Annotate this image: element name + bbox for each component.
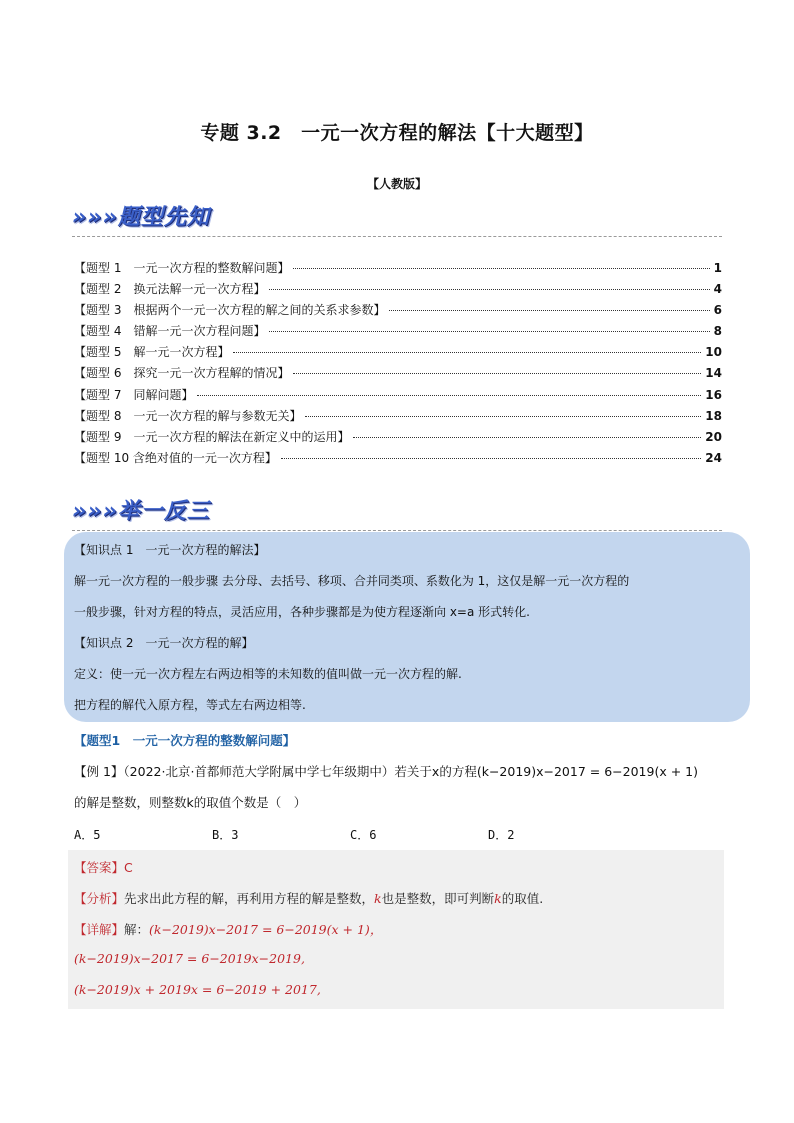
toc-entry-label: 【题型 10 含绝对值的一元一次方程】 xyxy=(74,450,277,465)
option-c[interactable]: C．6 xyxy=(350,828,377,842)
analysis-label: 【分析】 xyxy=(74,891,125,906)
toc-entry-label: 【题型 1 一元一次方程的整数解问题】 xyxy=(74,261,290,275)
analysis-line xyxy=(74,889,543,907)
toc-entry-label: 【题型 5 解一元一次方程】 xyxy=(74,345,230,360)
toc-page-number: 14 xyxy=(705,366,722,381)
analysis-text: 先求出此方程的解，再利用方程的解是整数， xyxy=(124,891,375,906)
toc-entry-label: 【题型 4 错解一元一次方程问题】 xyxy=(74,324,266,339)
toc-entry-label: 【题型 7 同解问题】 xyxy=(74,387,194,402)
answer-label: 【答案】 xyxy=(74,860,125,875)
toc-page-number: 8 xyxy=(713,324,722,339)
toc-entry[interactable] xyxy=(74,300,722,321)
table-of-contents xyxy=(74,258,722,469)
toc-leader-dots xyxy=(233,352,701,353)
knowledge-box xyxy=(64,532,750,722)
toc-leader-dots xyxy=(269,331,709,332)
toc-page-number: 16 xyxy=(705,387,722,402)
answer-value: C xyxy=(124,860,133,875)
toc-banner-text: »»»题型先知 xyxy=(72,205,210,230)
toc-leader-dots xyxy=(269,289,709,290)
solution-step-line xyxy=(74,982,321,997)
detail-line xyxy=(74,920,382,938)
detail-prefix: 解： xyxy=(124,922,150,937)
knowledge-2-text: 定义：使一元一次方程左右两边相等的未知数的值叫做一元一次方程的解. xyxy=(74,667,462,681)
solution-box xyxy=(68,850,724,1009)
toc-leader-dots xyxy=(353,437,701,438)
banner-divider xyxy=(72,236,722,237)
toc-page-number: 18 xyxy=(705,408,722,423)
toc-page-number: 6 xyxy=(713,303,722,318)
toc-entry[interactable] xyxy=(74,363,722,384)
knowledge-1-title: 【知识点 1 一元一次方程的解法】 xyxy=(74,543,266,557)
toc-entry[interactable] xyxy=(74,406,722,427)
knowledge-2-text: 把方程的解代入原方程，等式左右两边相等. xyxy=(74,698,306,712)
edition-label: 【人教版】 xyxy=(366,177,427,191)
examples-banner xyxy=(72,494,722,534)
toc-banner xyxy=(72,200,722,240)
toc-leader-dots xyxy=(197,395,701,396)
detail-label: 【详解】 xyxy=(74,922,125,937)
toc-leader-dots xyxy=(305,416,701,417)
knowledge-1-text: 解一元一次方程的一般步骤 去分母、去括号、移项、合并同类项、系数化为 1，这仅是解一元一次方程的 xyxy=(74,574,630,588)
solution-step: (k−2019)x + 2019x = 6−2019 + 2017, xyxy=(74,982,321,997)
toc-page-number: 10 xyxy=(705,345,722,360)
answer-line xyxy=(74,858,133,876)
toc-entry[interactable] xyxy=(74,258,722,279)
toc-leader-dots xyxy=(281,458,701,459)
toc-page-number: 1 xyxy=(713,261,722,275)
toc-entry-label: 【题型 2 换元法解一元一次方程】 xyxy=(74,282,266,297)
option-a[interactable]: A．5 xyxy=(74,828,101,842)
toc-entry[interactable] xyxy=(74,448,722,469)
analysis-text: 的取值. xyxy=(501,891,544,906)
toc-entry[interactable] xyxy=(74,385,722,406)
option-d[interactable]: D．2 xyxy=(488,828,515,842)
knowledge-2-title: 【知识点 2 一元一次方程的解】 xyxy=(74,636,254,650)
analysis-text: 也是整数，即可判断 xyxy=(381,891,495,906)
example-question-line: 的解是整数，则整数k的取值个数是（ ） xyxy=(74,795,307,810)
toc-entry[interactable] xyxy=(74,279,722,300)
banner-divider xyxy=(72,530,722,531)
example-question-line: 【例 1】（2022·北京·首都师范大学附属中学七年级期中）若关于x的方程(k−2019)x−2017 = 6−2019(x + 1) xyxy=(74,764,698,779)
toc-page-number: 24 xyxy=(705,450,722,465)
analysis-variable: k xyxy=(374,891,382,906)
toc-leader-dots xyxy=(293,268,709,269)
toc-leader-dots xyxy=(293,373,701,374)
solution-step: (k−2019)x−2017 = 6−2019x−2019, xyxy=(74,951,305,966)
toc-entry[interactable] xyxy=(74,427,722,448)
solution-step: (k−2019)x−2017 = 6−2019(x + 1)， xyxy=(149,922,383,937)
page-title: 专题 3.2 一元一次方程的解法【十大题型】 xyxy=(200,122,594,144)
toc-entry-label: 【题型 9 一元一次方程的解法在新定义中的运用】 xyxy=(74,429,350,444)
toc-page-number: 20 xyxy=(705,429,722,444)
option-b[interactable]: B．3 xyxy=(212,828,239,842)
toc-entry-label: 【题型 8 一元一次方程的解与参数无关】 xyxy=(74,408,302,423)
knowledge-1-text: 一般步骤，针对方程的特点，灵活应用，各种步骤都是为使方程逐渐向 x=a 形式转化. xyxy=(74,605,530,619)
toc-entry-label: 【题型 6 探究一元一次方程解的情况】 xyxy=(74,366,290,381)
examples-banner-text: »»»举一反三 xyxy=(72,499,210,524)
toc-entry[interactable] xyxy=(74,321,722,342)
toc-page-number: 4 xyxy=(713,282,722,297)
section-heading: 【题型1 一元一次方程的整数解问题】 xyxy=(74,733,296,748)
solution-step-line xyxy=(74,951,305,966)
toc-leader-dots xyxy=(389,310,709,311)
toc-entry-label: 【题型 3 根据两个一元一次方程的解之间的关系求参数】 xyxy=(74,303,386,318)
toc-entry[interactable] xyxy=(74,342,722,363)
analysis-variable: k xyxy=(494,891,502,906)
